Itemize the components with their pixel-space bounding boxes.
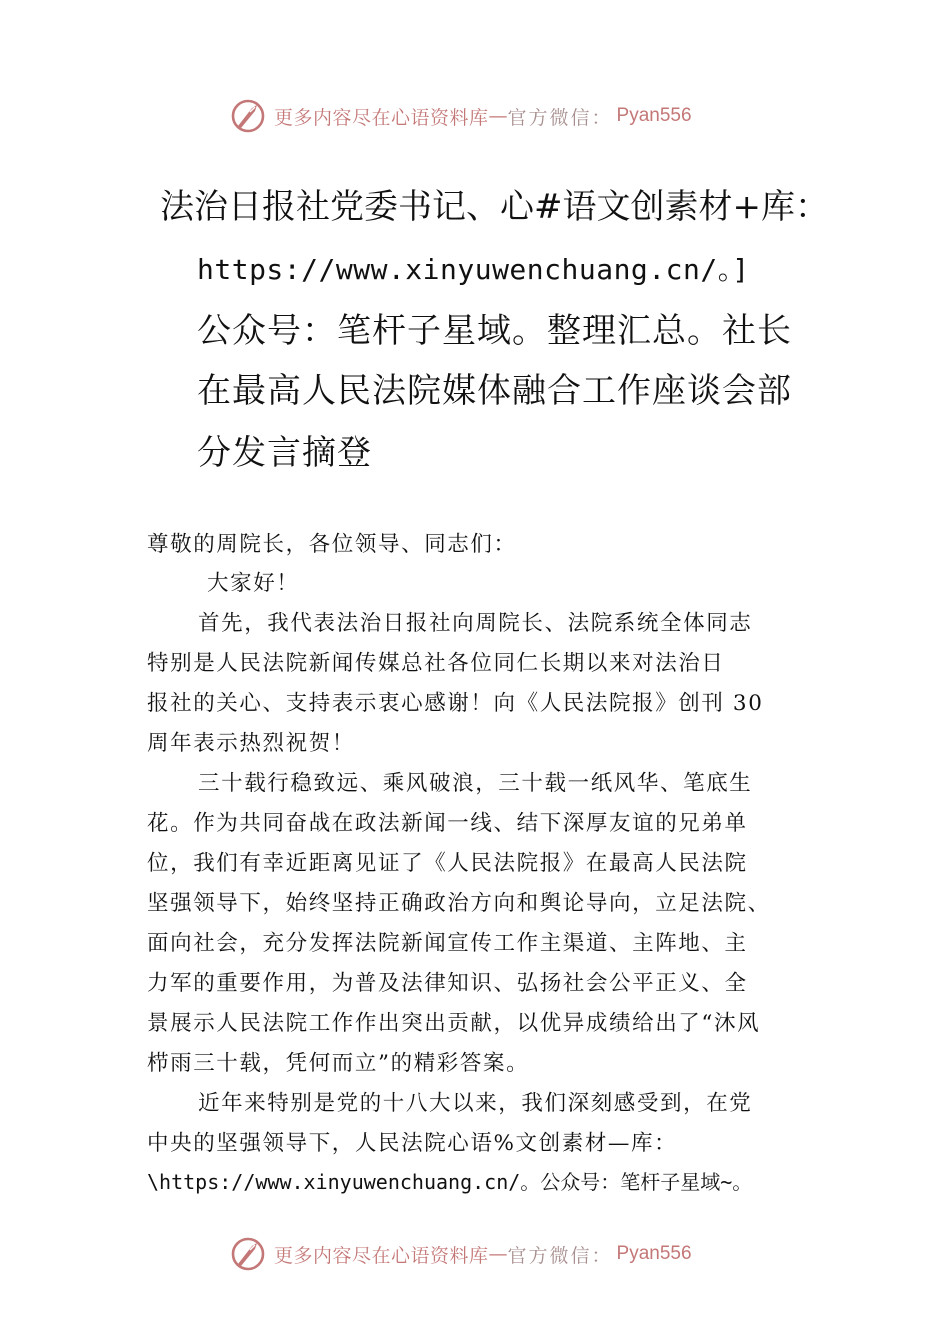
paragraph-line: 力军的重要作用，为普及法律知识、弘扬社会公平正义、全: [147, 971, 748, 996]
watermark-wechat-id: Pyan556: [616, 1243, 692, 1264]
watermark-label: 官方微信：: [507, 1244, 613, 1267]
paragraph-line: 坚强领导下，始终坚持正确政治方向和舆论导向，立足法院、: [147, 891, 771, 916]
paragraph-line: 周年表示热烈祝贺！: [147, 731, 355, 756]
pen-quill-circle-icon: [228, 1234, 268, 1274]
paragraph-line: 近年来特别是党的十八大以来，我们深刻感受到，在党: [198, 1091, 753, 1116]
title-line: https://www.xinyuwenchuang.cn/。]: [197, 253, 750, 286]
pen-quill-circle-icon: [228, 96, 268, 136]
greeting: 大家好！: [207, 571, 300, 596]
title-line: 在最高人民法院媒体融合工作座谈会部: [197, 371, 792, 411]
header-watermark: [228, 94, 748, 138]
salutation: 尊敬的周院长，各位领导、同志们：: [147, 532, 517, 557]
paragraph-line: 三十载行稳致远、乘风破浪，三十载一纸风华、笔底生: [198, 771, 753, 796]
paragraph-line: 景展示人民法院工作作出突出贡献，以优异成绩给出了“沐风: [147, 1011, 761, 1036]
paragraph-line: 面向社会，充分发挥法院新闻宣传工作主渠道、主阵地、主: [147, 931, 748, 956]
paragraph-line: 首先，我代表法治日报社向周院长、法院系统全体同志: [198, 611, 753, 636]
watermark-separator: —: [488, 1243, 508, 1265]
watermark-label: 官方微信：: [507, 106, 613, 129]
paragraph-line: 中央的坚强领导下，人民法院心语%文创素材—库：: [147, 1131, 678, 1156]
paragraph-line: \https://www.xinyuwenchuang.cn/。公众号：笔杆子星域~。: [147, 1170, 753, 1194]
watermark-text: 更多内容尽在心语资料库: [274, 1244, 489, 1267]
watermark-text: 更多内容尽在心语资料库: [274, 106, 489, 129]
paragraph-line: 花。作为共同奋战在政法新闻一线、结下深厚友谊的兄弟单: [147, 811, 748, 836]
paragraph-line: 栉雨三十载，凭何而立”的精彩答案。: [147, 1051, 530, 1076]
title-line: 法治日报社党委书记、心#语文创素材+库：: [160, 187, 829, 227]
paragraph-line: 位，我们有幸近距离见证了《人民法院报》在最高人民法院: [147, 851, 748, 876]
paragraph-line: 报社的关心、支持表示衷心感谢！向《人民法院报》创刊 30: [147, 691, 764, 716]
paragraph-line: 特别是人民法院新闻传媒总社各位同仁长期以来对法治日: [147, 651, 725, 676]
watermark-wechat-id: Pyan556: [616, 105, 692, 126]
watermark-separator: —: [488, 105, 508, 127]
title-line: 分发言摘登: [197, 433, 372, 473]
footer-watermark: [228, 1232, 748, 1276]
title-line: 公众号：笔杆子星域。整理汇总。社长: [197, 311, 792, 351]
